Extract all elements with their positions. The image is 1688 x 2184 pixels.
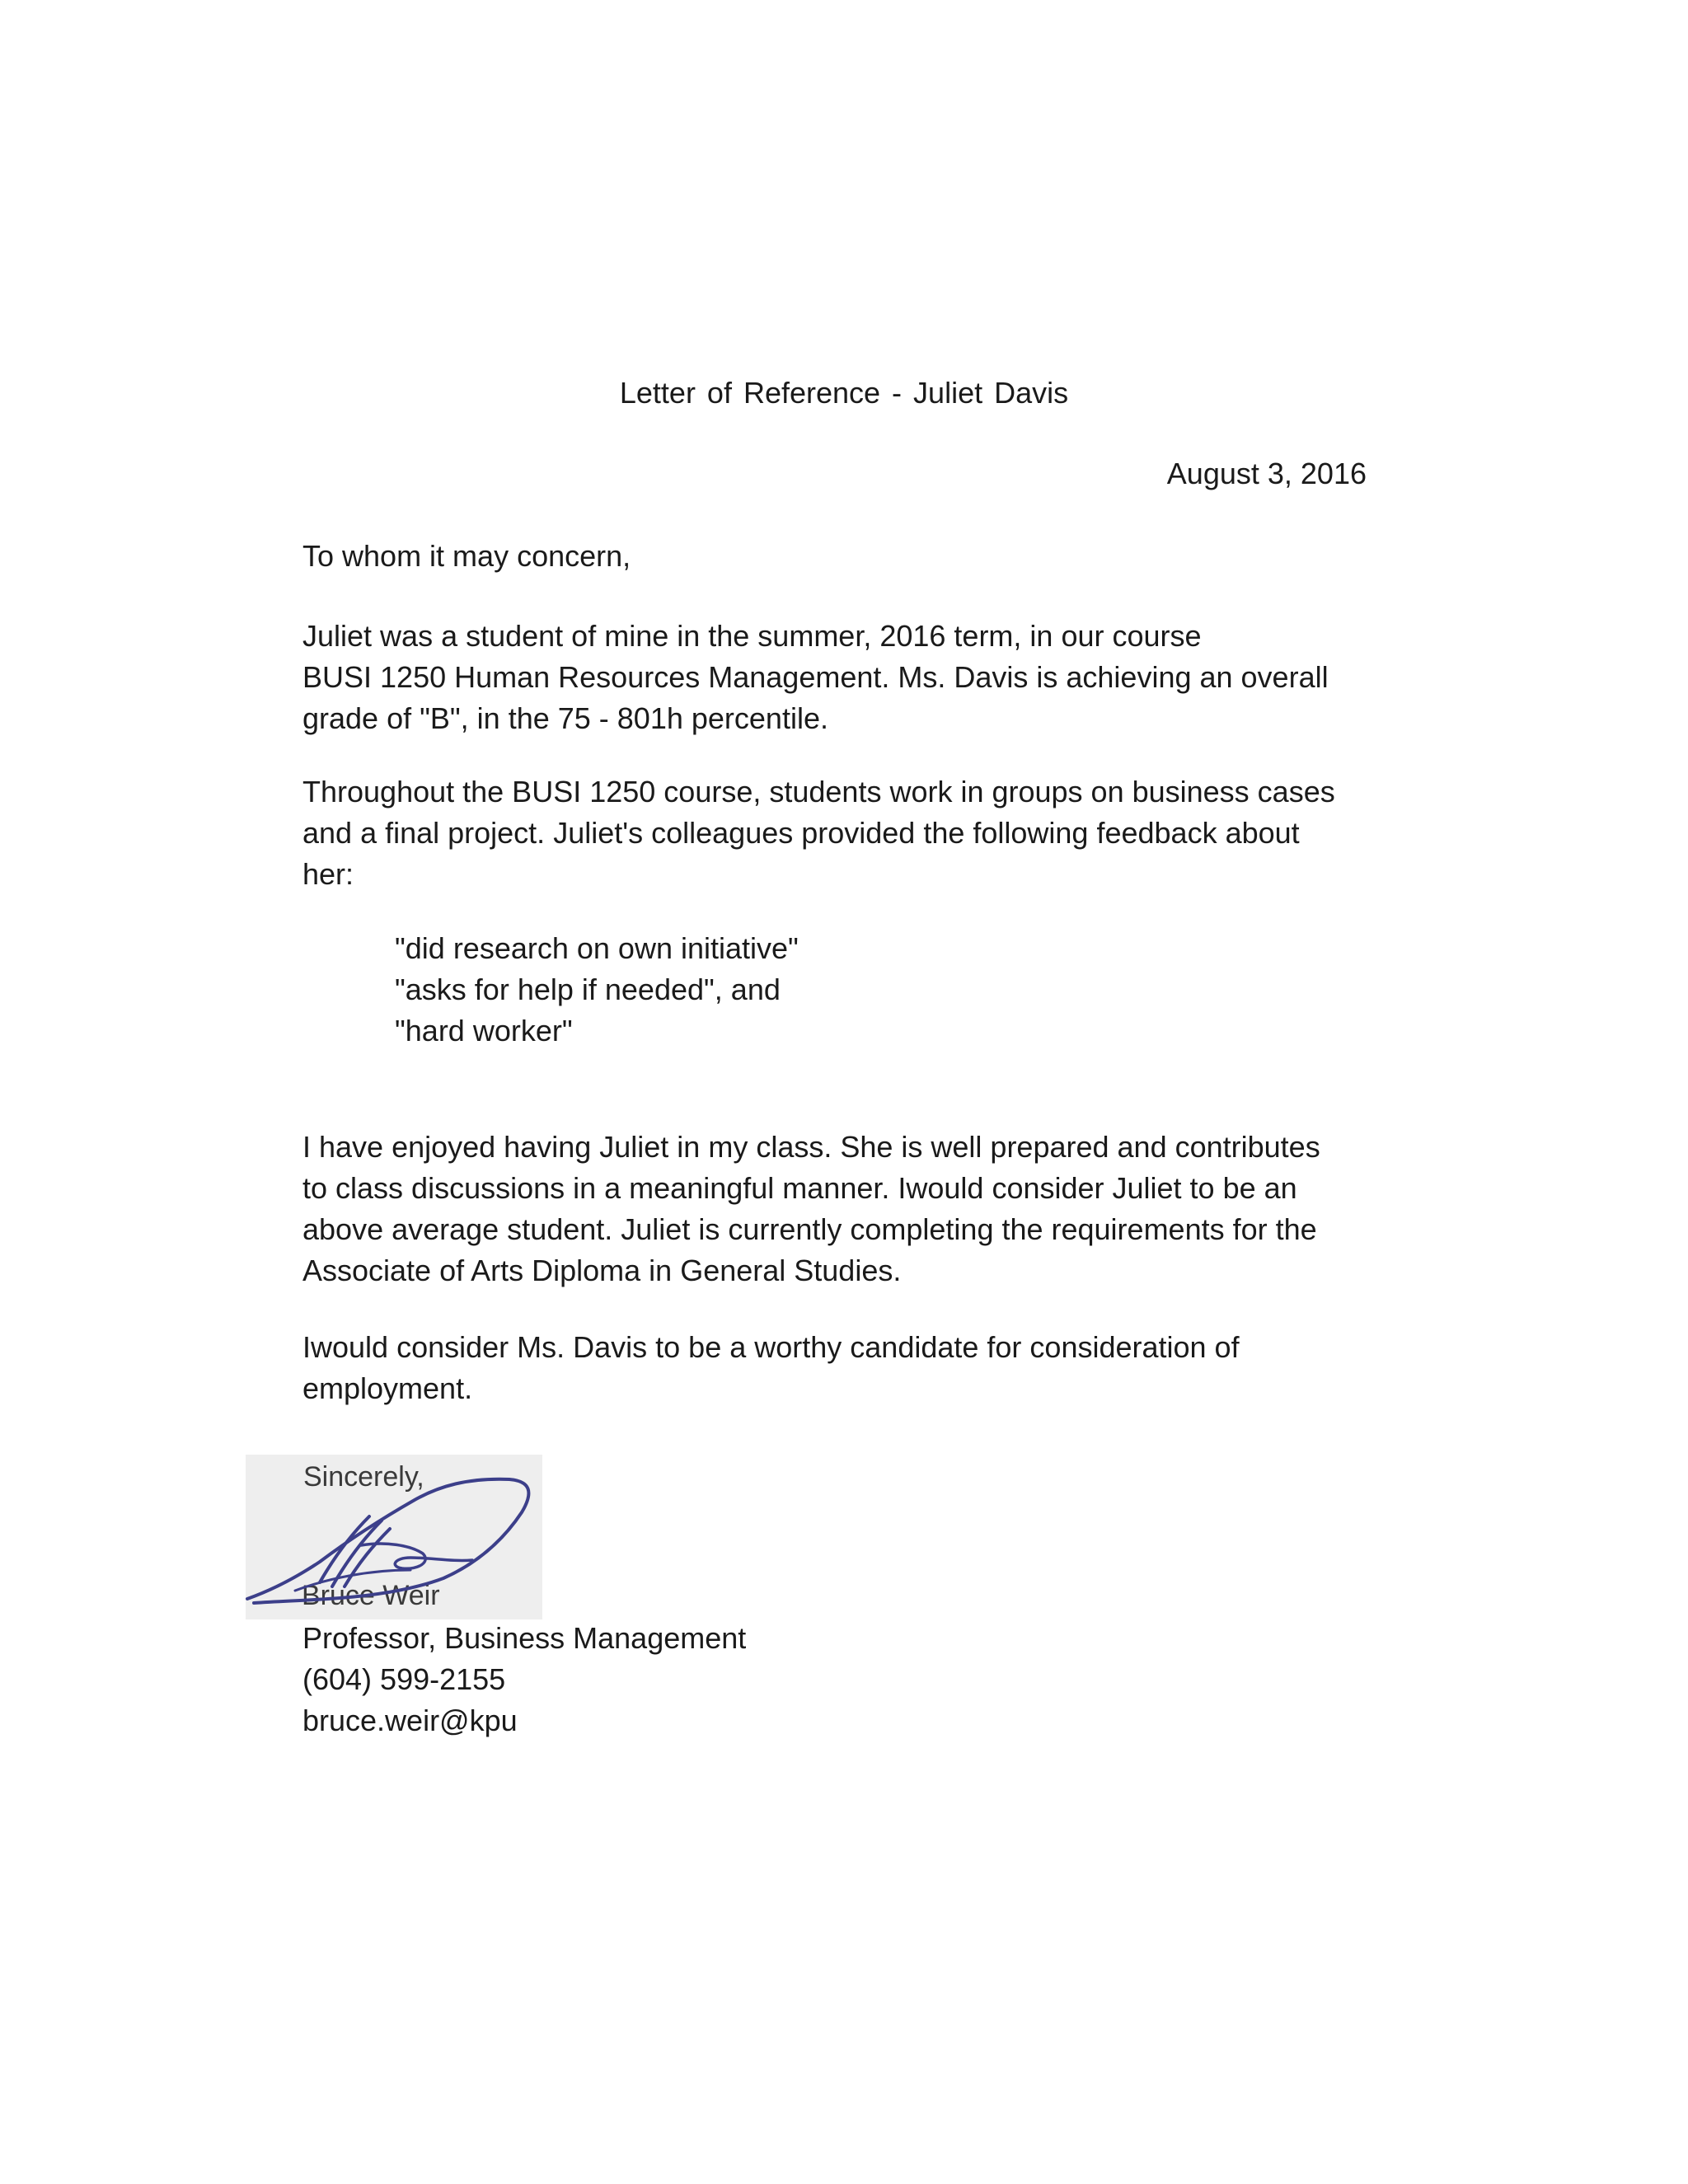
paragraph-line: above average student. Juliet is currently completing the requirements for the	[302, 1212, 1317, 1246]
signer-title: Professor, Business Management	[302, 1621, 747, 1655]
paragraph-assessment	[302, 1127, 1320, 1291]
paragraph-line: grade of "B", in the 75 - 801h percentile.	[302, 701, 828, 735]
feedback-quote: "asks for help if needed", and	[395, 972, 781, 1006]
paragraph-line: to class discussions in a meaningful manner. Iwould consider Juliet to be an	[302, 1171, 1297, 1205]
signature-block	[246, 1455, 542, 1619]
letter-date: August 3, 2016	[1166, 457, 1367, 490]
feedback-quote: "did research on own initiative"	[395, 931, 799, 965]
closing: Sincerely,	[303, 1461, 424, 1493]
paragraph-line: and a final project. Juliet's colleagues provided the following feedback about	[302, 816, 1300, 850]
signer-contact	[302, 1618, 746, 1741]
paragraph-line: Associate of Arts Diploma in General Studies.	[302, 1254, 902, 1287]
signer-name: Bruce Weir	[302, 1580, 440, 1611]
paragraph-line: Throughout the BUSI 1250 course, students work in groups on business cases	[302, 775, 1335, 808]
paragraph-line: Juliet was a student of mine in the summer, 2016 term, in our course	[302, 619, 1202, 653]
paragraph-line: Iwould consider Ms. Davis to be a worthy candidate for consideration of	[302, 1330, 1240, 1364]
paragraph-recommendation	[302, 1327, 1240, 1409]
paragraph-line: employment.	[302, 1371, 473, 1405]
salutation: To whom it may concern,	[302, 539, 631, 573]
paragraph-line: BUSI 1250 Human Resources Management. Ms. Davis is achieving an overall	[302, 660, 1329, 694]
feedback-quote: "hard worker"	[395, 1014, 573, 1047]
letter-title: Letter of Reference - Juliet Davis	[619, 376, 1069, 410]
handwritten-signature	[246, 1455, 542, 1619]
paragraph-course	[302, 771, 1335, 895]
signer-phone: (604) 599-2155	[302, 1662, 506, 1696]
feedback-quotes	[395, 928, 799, 1052]
paragraph-grade	[302, 616, 1329, 739]
paragraph-line: her:	[302, 857, 354, 891]
signer-email: bruce.weir@kpu	[302, 1704, 518, 1737]
paragraph-line: I have enjoyed having Juliet in my class. She is well prepared and contributes	[302, 1130, 1320, 1164]
